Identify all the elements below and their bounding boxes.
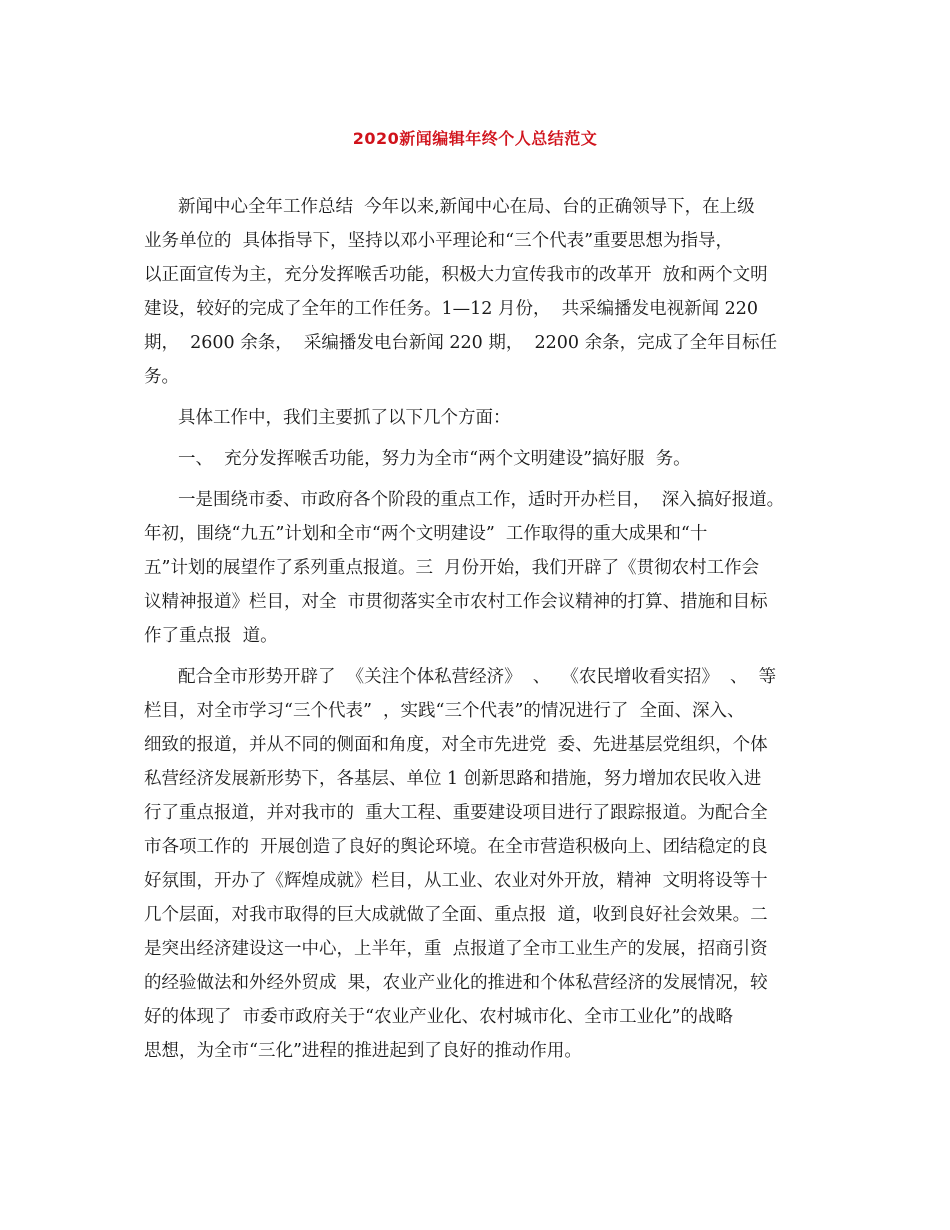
body-line: 一是围绕市委、市政府各个阶段的重点工作，适时开办栏目， 深入搞好报道。 — [178, 490, 785, 510]
body-line: 一、 充分发挥喉舌功能，努力为全市“两个文明建设”搞好服 务。 — [178, 449, 691, 469]
body-line: 配合全市形势开辟了 《关注个体私营经济》 、 《农民增收看实招》 、 等 — [178, 667, 777, 687]
body-line: 具体工作中，我们主要抓了以下几个方面： — [178, 408, 511, 428]
body-line: 五”计划的展望作了系列重点报道。三 月份开始，我们开辟了《贯彻农村工作会 — [144, 558, 760, 578]
body-line: 几个层面，对我市取得的巨大成就做了全面、重点报 道，收到良好社会效果。二 — [144, 905, 768, 925]
body-line: 市各项工作的 开展创造了良好的舆论环境。在全市营造积极向上、团结稳定的良 — [144, 837, 768, 857]
body-line: 务。 — [144, 367, 179, 387]
body-line: 业务单位的 具体指导下，坚持以邓小平理论和“三个代表”重要思想为指导， — [144, 231, 734, 251]
body-line: 期， 2600 余条， 采编播发电台新闻 220 期， 2200 余条，完成了全年目标任 — [144, 333, 778, 353]
body-line: 议精神报道》栏目，对全 市贯彻落实全市农村工作会议精神的打算、措施和目标 — [144, 592, 768, 612]
body-line: 好的体现了 市委市政府关于“农业产业化、农村城市化、全市工业化”的战略 — [144, 1007, 734, 1027]
body-line: 行了重点报道，并对我市的 重大工程、重要建设项目进行了跟踪报道。为配合全 — [144, 803, 768, 823]
body-line: 作了重点报 道。 — [144, 626, 278, 646]
body-line: 新闻中心全年工作总结 今年以来,新闻中心在局、台的正确领导下，在上级 — [178, 197, 755, 217]
body-line: 细致的报道，并从不同的侧面和角度，对全市先进党 委、先进基层党组织，个体 — [144, 735, 768, 755]
body-line: 建设，较好的完成了全年的工作任务。1—12 月份， 共采编播发电视新闻 220 — [144, 299, 759, 319]
body-line: 思想，为全市“三化”进程的推进起到了良好的推动作用。 — [144, 1041, 582, 1061]
body-line: 好氛围，开办了《辉煌成就》栏目，从工业、农业对外开放，精神 文明将设等十 — [144, 871, 768, 891]
body-line: 私营经济发展新形势下，各基层、单位 1 创新思路和措施，努力增加农民收入进 — [144, 769, 762, 789]
body-line: 是突出经济建设这一中心，上半年，重 点报道了全市工业生产的发展，招商引资 — [144, 939, 768, 959]
document-title: 2020新闻编辑年终个人总结范文 — [352, 129, 598, 148]
body-line: 栏目，对全市学习“三个代表” ，实践“三个代表”的情况进行了 全面、深入、 — [144, 701, 745, 721]
body-line: 年初，围绕“九五”计划和全市“两个文明建设” 工作取得的重大成果和“十 — [144, 524, 708, 544]
body-line: 以正面宣传为主，充分发挥喉舌功能，积极大力宣传我市的改革开 放和两个文明 — [144, 265, 768, 285]
body-line: 的经验做法和外经外贸成 果，农业产业化的推进和个体私营经济的发展情况，较 — [144, 973, 768, 993]
